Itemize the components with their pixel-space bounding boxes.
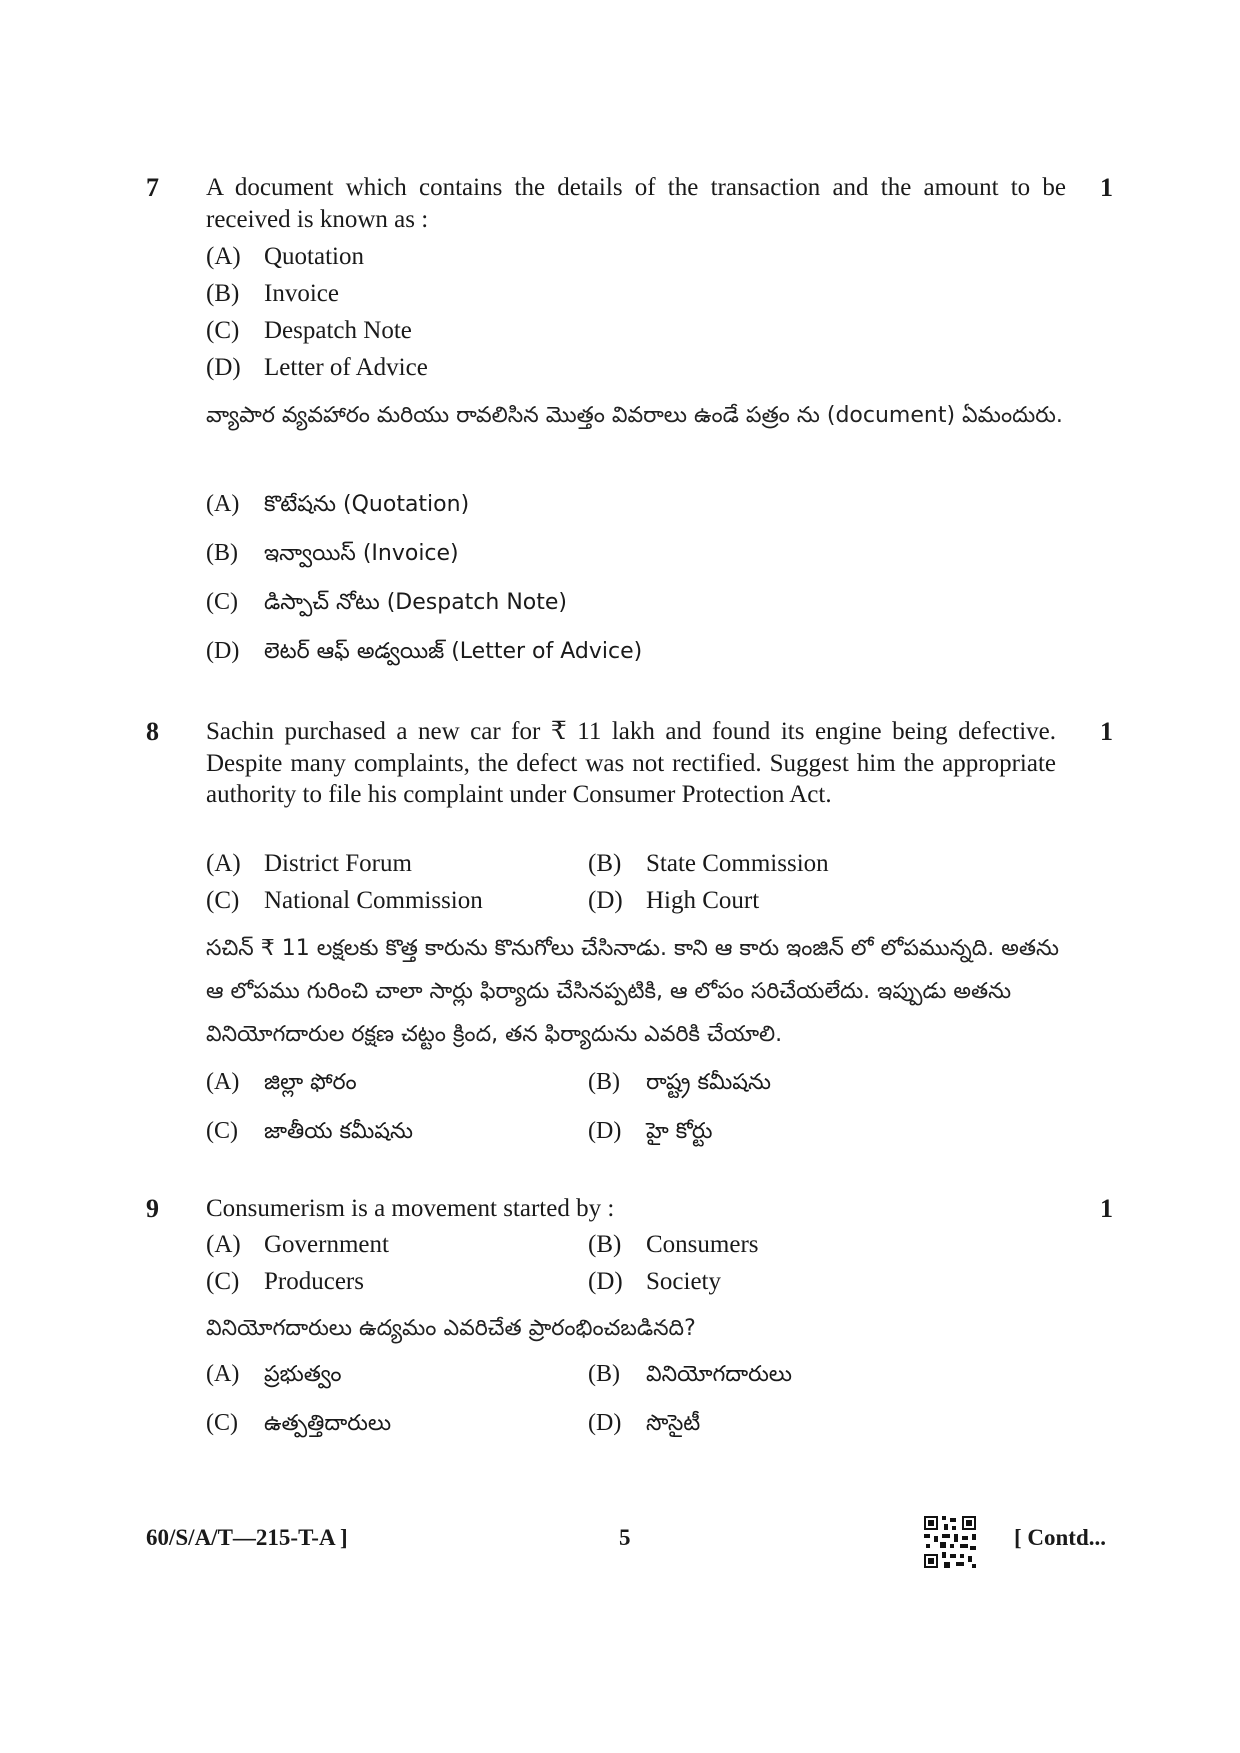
option-d bbox=[206, 352, 428, 383]
option-text: District Forum bbox=[264, 850, 412, 877]
telugu-option-d bbox=[206, 638, 642, 669]
option-text: ఇన్వాయిస్ (Invoice) bbox=[264, 541, 459, 566]
question-number: 9 bbox=[146, 1194, 159, 1223]
option-label: (B) bbox=[588, 850, 622, 877]
option-label: (D) bbox=[206, 354, 241, 381]
option-a bbox=[206, 241, 364, 272]
question-marks: 1 bbox=[1100, 173, 1113, 202]
option-text: రాష్ట్ర కమీషను bbox=[646, 1070, 772, 1095]
option-c bbox=[206, 885, 483, 916]
telugu-option-c bbox=[206, 589, 567, 620]
option-label: (B) bbox=[206, 280, 240, 307]
option-b bbox=[588, 848, 829, 879]
telugu-option-d bbox=[588, 1410, 700, 1441]
option-label: (D) bbox=[588, 1268, 623, 1295]
telugu-option-b bbox=[206, 540, 459, 571]
option-text: High Court bbox=[646, 887, 760, 914]
option-label: (D) bbox=[588, 1118, 622, 1144]
telugu-option-d bbox=[588, 1118, 713, 1149]
option-text: Invoice bbox=[264, 280, 339, 307]
option-text: సొసైటీ bbox=[646, 1411, 701, 1436]
option-label: (A) bbox=[206, 850, 241, 877]
telugu-option-b bbox=[588, 1069, 771, 1100]
question-stem-english: A document which contains the details of the transaction and the amount to be received is known as : bbox=[206, 174, 1066, 233]
qr-code-icon bbox=[922, 1514, 978, 1570]
question-marks: 1 bbox=[1100, 1194, 1113, 1223]
option-label: (B) bbox=[588, 1069, 620, 1095]
option-d bbox=[588, 1266, 721, 1297]
option-label: (D) bbox=[588, 887, 623, 914]
option-text: Consumers bbox=[646, 1231, 759, 1258]
option-text: లెటర్ ఆఫ్ అడ్వయిజ్ (Letter of Advice) bbox=[264, 639, 643, 664]
option-a bbox=[206, 1229, 389, 1260]
option-text: జిల్లా ఫోరం bbox=[264, 1070, 357, 1095]
option-text: వినియోగదారులు bbox=[646, 1362, 793, 1387]
option-text: National Commission bbox=[264, 887, 483, 914]
option-text: State Commission bbox=[646, 850, 829, 877]
telugu-option-b bbox=[588, 1361, 792, 1392]
telugu-option-a bbox=[206, 1361, 342, 1392]
paper-code: 60/S/A/T—215-T-A ] bbox=[146, 1525, 348, 1550]
question-stem-telugu: సచిన్ ₹ 11 లక్షలకు కొత్త కారును కొనుగోలు చేసినాడు. కాని ఆ కారు ఇంజిన్ లో లోపమున్నది. అతను ఆ లోపము గురించి చాలా సార్లు ఫిర్యాదు చేసినప్పటికి, ఆ లోపం సరిచేయలేదు. ఇప్పుడు అతను వినియోగదారుల రక్షణ చట్టం క్రింద, తన ఫిర్యాదును ఎవరికి చేయాలి. bbox=[206, 936, 1060, 1047]
question-stem-english: Sachin purchased a new car for ₹ 11 lakh and found its engine being defective. Despite many complaints, the defect was not rectified. Suggest him the appropriate authority to file his complaint under Consumer Protection Act. bbox=[206, 718, 1056, 808]
option-label: (D) bbox=[588, 1410, 622, 1436]
option-d bbox=[588, 885, 759, 916]
question-stem-english: Consumerism is a movement started by : bbox=[206, 1195, 615, 1222]
option-label: (C) bbox=[206, 1268, 240, 1295]
page-number: 5 bbox=[619, 1525, 631, 1550]
option-label: (A) bbox=[206, 1361, 240, 1387]
option-text: Quotation bbox=[264, 243, 364, 270]
option-label: (C) bbox=[206, 1410, 238, 1436]
option-label: (C) bbox=[206, 317, 240, 344]
option-text: ప్రభుత్వం bbox=[264, 1362, 342, 1387]
option-text: ఉత్పత్తిదారులు bbox=[264, 1411, 392, 1436]
option-label: (B) bbox=[588, 1361, 620, 1387]
telugu-option-a bbox=[206, 1069, 357, 1100]
option-text: Producers bbox=[264, 1268, 364, 1295]
option-text: Government bbox=[264, 1231, 389, 1258]
option-label: (A) bbox=[206, 1069, 240, 1095]
option-label: (C) bbox=[206, 589, 238, 615]
option-label: (B) bbox=[206, 540, 238, 566]
option-text: డిస్పాచ్ నోటు (Despatch Note) bbox=[264, 590, 567, 615]
option-text: హై కోర్టు bbox=[646, 1119, 713, 1144]
continued-label: [ Contd... bbox=[1014, 1525, 1107, 1550]
question-stem-telugu: వ్యాపార వ్యవహారం మరియు రావలిసిన మొత్తం వివరాలు ఉండే పత్రం ను (document) ఏమందురు. bbox=[206, 403, 1063, 428]
option-b bbox=[588, 1229, 759, 1260]
option-text: కొటేషను (Quotation) bbox=[264, 492, 470, 517]
option-b bbox=[206, 278, 339, 309]
telugu-option-c bbox=[206, 1118, 413, 1149]
question-marks: 1 bbox=[1100, 717, 1113, 746]
option-text: Society bbox=[646, 1268, 721, 1295]
option-a bbox=[206, 848, 412, 879]
option-text: జాతీయ కమీషను bbox=[264, 1119, 414, 1144]
question-number: 8 bbox=[146, 717, 159, 746]
option-c bbox=[206, 315, 412, 346]
option-text: Letter of Advice bbox=[264, 354, 428, 381]
option-label: (A) bbox=[206, 491, 240, 517]
telugu-option-a bbox=[206, 491, 469, 522]
option-label: (B) bbox=[588, 1231, 622, 1258]
option-label: (C) bbox=[206, 887, 240, 914]
option-text: Despatch Note bbox=[264, 317, 412, 344]
option-label: (A) bbox=[206, 1231, 241, 1258]
option-c bbox=[206, 1266, 364, 1297]
option-label: (C) bbox=[206, 1118, 238, 1144]
option-label: (A) bbox=[206, 243, 241, 270]
question-number: 7 bbox=[146, 173, 159, 202]
telugu-option-c bbox=[206, 1410, 391, 1441]
question-stem-telugu: వినియోగదారులు ఉద్యమం ఎవరిచేత ప్రారంభించబడినది? bbox=[206, 1316, 696, 1341]
option-label: (D) bbox=[206, 638, 240, 664]
